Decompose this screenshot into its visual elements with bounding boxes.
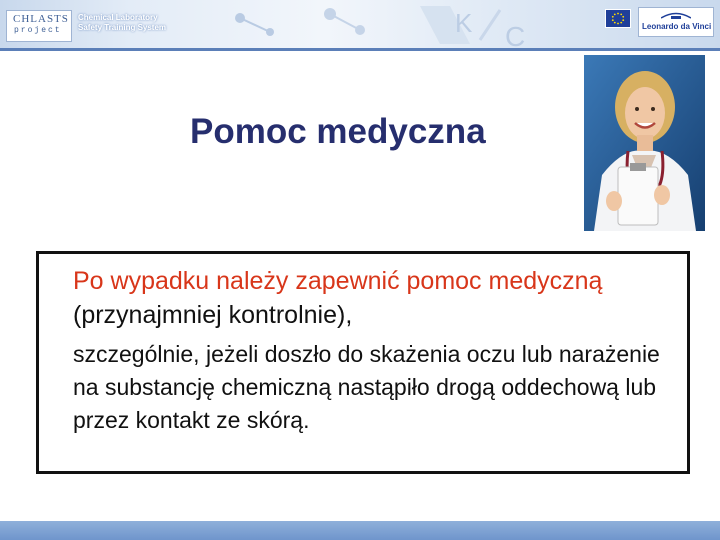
header-subtitle-line1: Chemical Laboratory [78,13,158,22]
header-subtitle [78,13,188,33]
paragraph-1-plain: (przynajmniej kontrolnie), [73,301,353,329]
svg-text:K: K [455,8,473,38]
doctor-photo [584,55,705,231]
logo-title: CHLASTS [13,13,69,25]
svg-text:C: C [505,21,526,48]
content-box [36,251,690,474]
leonardo-text: Leonardo da Vinci [642,22,712,31]
leonardo-da-vinci-logo [638,7,714,37]
paragraph-2: szczególnie, jeżeli doszło do skażenia oczu lub narażenie na substancję chemiczną nastąpiło drogą oddechową lub przez kontakt ze skórą. [73,341,660,433]
chlasts-logo [6,10,72,42]
page-title: Pomoc medyczna [190,112,486,151]
header-banner [0,0,720,51]
leonardo-mark-icon [661,11,691,20]
eu-flag-icon [605,9,631,28]
footer-bar [0,521,720,540]
logo-subtitle: project [14,26,62,35]
paragraph-1 [73,264,663,332]
header-subtitle-line2: Safety Training System [78,23,167,32]
paragraph-1-highlight: Po wypadku należy zapewnić pomoc medyczną [73,267,603,295]
